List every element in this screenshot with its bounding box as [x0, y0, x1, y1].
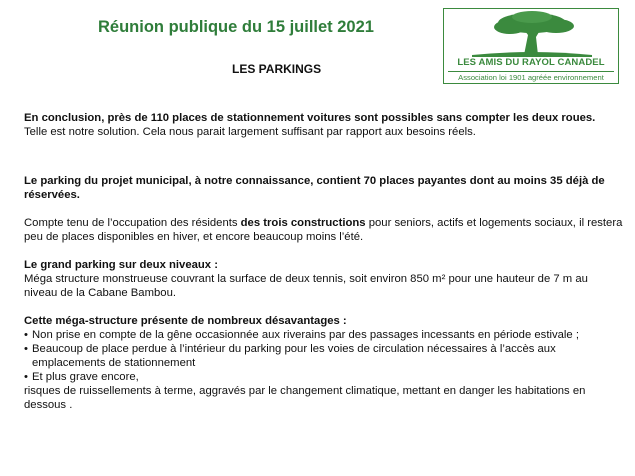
bullet-icon: •: [24, 343, 28, 355]
section-title: LES PARKINGS: [232, 62, 322, 76]
bullet-text: Non prise en compte de la gêne occasionnée aux riverains par des passages incessants en période estivale ;: [32, 329, 579, 341]
runoff-risk-paragraph: risques de ruissellements à terme, aggravés par le changement climatique, mettant en danger les habitations en dessous .: [24, 385, 586, 411]
tree-icon: [472, 11, 592, 57]
residents-text-a: Compte tenu de l’occupation des résidents: [24, 217, 241, 229]
bullet-text: Et plus grave encore,: [32, 371, 139, 383]
page-title: Réunion publique du 15 juillet 2021: [98, 18, 374, 36]
bullet-text: Beaucoup de place perdue à l’intérieur du parking pour les voies de circulation nécessaires à l’accès aux emplacements de stationnement: [32, 343, 556, 369]
disadvantages-heading: Cette méga-structure présente de nombreux désavantages :: [24, 315, 347, 327]
list-item: [24, 328, 624, 342]
big-parking-description: Méga structure monstrueuse couvrant la surface de deux tennis, soit environ 850 m² pour une hauteur de 7 m au niveau de la Cabane Bambou.: [24, 273, 588, 299]
bullet-icon: •: [24, 329, 28, 341]
document-body: [24, 111, 624, 412]
list-item: [24, 342, 624, 370]
bullet-icon: •: [24, 371, 28, 383]
conclusion-line-2: Telle est notre solution. Cela nous parait largement suffisant par rapport aux besoins réels.: [24, 126, 476, 138]
list-item: [24, 370, 624, 384]
logo-name: LES AMIS DU RAYOL CANADEL: [457, 57, 605, 68]
municipal-parking-paragraph: Le parking du projet municipal, à notre connaissance, contient 70 places payantes dont au moins 35 déjà de réservées.: [24, 175, 605, 201]
residents-text-c: pour seniors, actifs et logements sociaux, il restera peu de places disponibles en hiver, et encore beaucoup moins l’été.: [24, 217, 623, 243]
logo-tagline: Association loi 1901 agréée environnement: [448, 71, 614, 82]
big-parking-heading: Le grand parking sur deux niveaux :: [24, 259, 218, 271]
conclusion-line-1: En conclusion, près de 110 places de stationnement voitures sont possibles sans compter les deux roues.: [24, 112, 596, 124]
residents-paragraph: [24, 216, 624, 244]
residents-text-b: des trois constructions: [240, 217, 366, 229]
association-logo: [443, 8, 619, 84]
